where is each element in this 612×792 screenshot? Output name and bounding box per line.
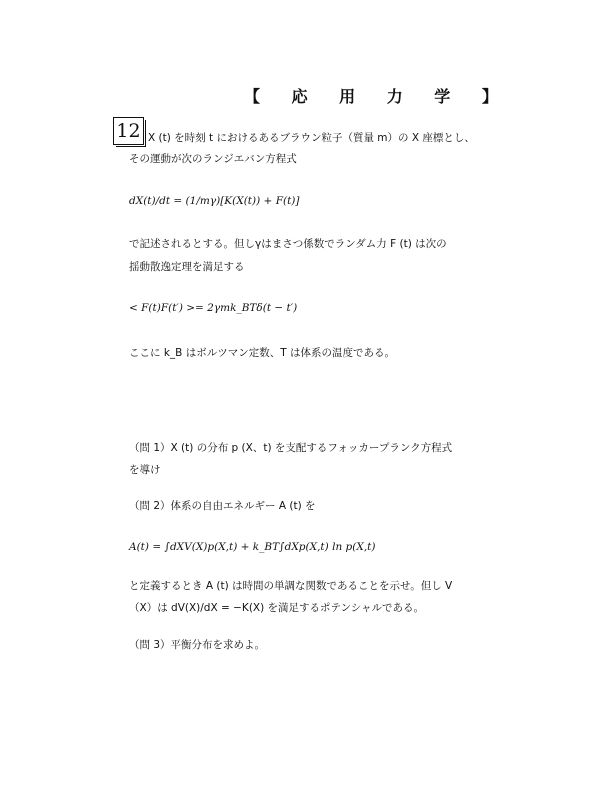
question-3-line-1: （問 3）平衡分布を求めよ。 <box>129 639 266 651</box>
question-1-line-1: （問 1）X (t) の分布 p (X、t) を支配するフォッカープランク方程式 <box>129 442 453 454</box>
question-2-line-2: と定義するとき A (t) は時間の単調な関数であることを示せ。但し V <box>129 580 453 592</box>
free-energy-equation: A(t) = ∫dXV(X)p(X,t) + k_BT∫dXp(X,t) ln p(X,t) <box>129 541 376 553</box>
definition-line: ここに k_B はボルツマン定数、T は体系の温度である。 <box>129 347 395 359</box>
question-2-line-1: （問 2）体系の自由エネルギー A (t) を <box>129 500 316 512</box>
problem-number: 12 <box>113 117 144 145</box>
langevin-equation: dX(t)/dt = (1/mγ)[K(X(t)) + F(t)] <box>129 195 300 207</box>
condition-line-1: で記述されるとする。但しγはまさつ係数でランダム力 F (t) は次の <box>129 238 447 250</box>
question-2-line-3: （X）は dV(X)/dX = −K(X) を満足するポテンシャルである。 <box>129 602 425 614</box>
page-title: 【 応 用 力 学 】 <box>244 87 511 106</box>
intro-line-2: その運動が次のランジエバン方程式 <box>129 153 297 165</box>
condition-line-2: 揺動散逸定理を満足する <box>129 261 245 273</box>
fluctuation-dissipation-equation: < F(t)F(t′) >= 2γmk_BTδ(t − t′) <box>129 302 298 314</box>
intro-line-1: X (t) を時刻 t におけるあるブラウン粒子（質量 m）の X 座標とし、 <box>148 132 475 144</box>
question-1-line-2: を導け <box>129 464 161 476</box>
